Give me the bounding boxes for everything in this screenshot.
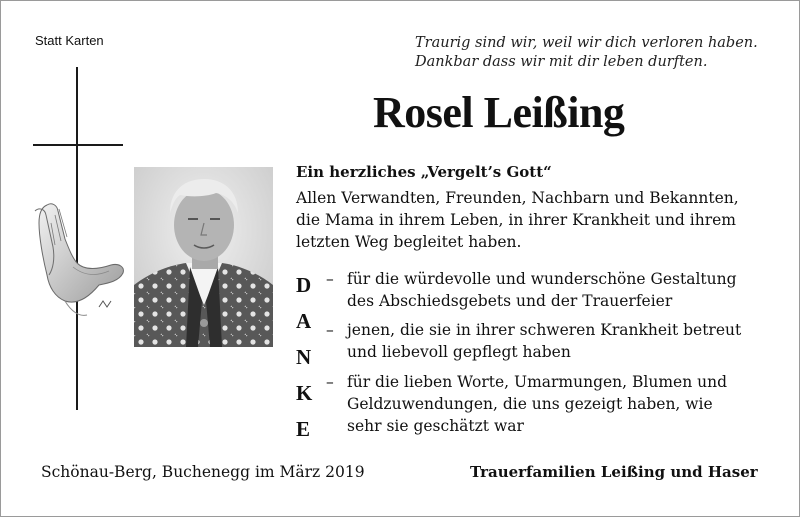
item-dash: – [326, 373, 334, 391]
deceased-name: Rosel Leißing [373, 88, 625, 137]
item-line: für die würdevolle und wunderschöne Gestaltung [347, 270, 737, 288]
item-line: für die lieben Worte, Umarmungen, Blumen und [347, 373, 728, 391]
danke-letter: E [296, 417, 311, 441]
intro-line: letzten Weg begleitet haben. [296, 233, 522, 251]
intro-line: die Mama in ihrem Leben, in ihrer Krankheit und ihrem [296, 211, 737, 229]
danke-letter: D [296, 273, 312, 297]
thanks-intro [296, 187, 776, 253]
cross-horizontal [33, 144, 123, 146]
item-dash: – [326, 321, 334, 339]
praying-hands-icon [25, 197, 129, 319]
item-line: sehr sie geschätzt war [347, 417, 524, 435]
quote-line: Traurig sind wir, weil wir dich verloren haben. [415, 35, 758, 51]
statt-karten-label: Statt Karten [35, 33, 104, 48]
item-line: und liebevoll gepflegt haben [347, 343, 571, 361]
place-date: Schönau-Berg, Buchenegg im März 2019 [41, 463, 365, 481]
item-line: des Abschiedsgebets und der Trauerfeier [347, 292, 673, 310]
quote [415, 34, 758, 72]
danke-letters [296, 267, 312, 447]
portrait-photo [134, 167, 273, 347]
intro-line: Allen Verwandten, Freunden, Nachbarn und Bekannten, [296, 189, 739, 207]
quote-line: Dankbar dass wir mit dir leben durften. [415, 54, 708, 70]
danke-letter: N [296, 345, 312, 369]
thanks-heading: Ein herzliches „Vergelt’s Gott“ [296, 163, 552, 181]
item-dash: – [326, 270, 334, 288]
family-signature: Trauerfamilien Leißing und Haser [470, 463, 758, 481]
danke-letter: K [296, 381, 313, 405]
danke-letter: A [296, 309, 312, 333]
item-line: Geldzuwendungen, die uns gezeigt haben, wie [347, 395, 713, 413]
item-line: jenen, die sie in ihrer schweren Krankheit betreut [347, 321, 742, 339]
